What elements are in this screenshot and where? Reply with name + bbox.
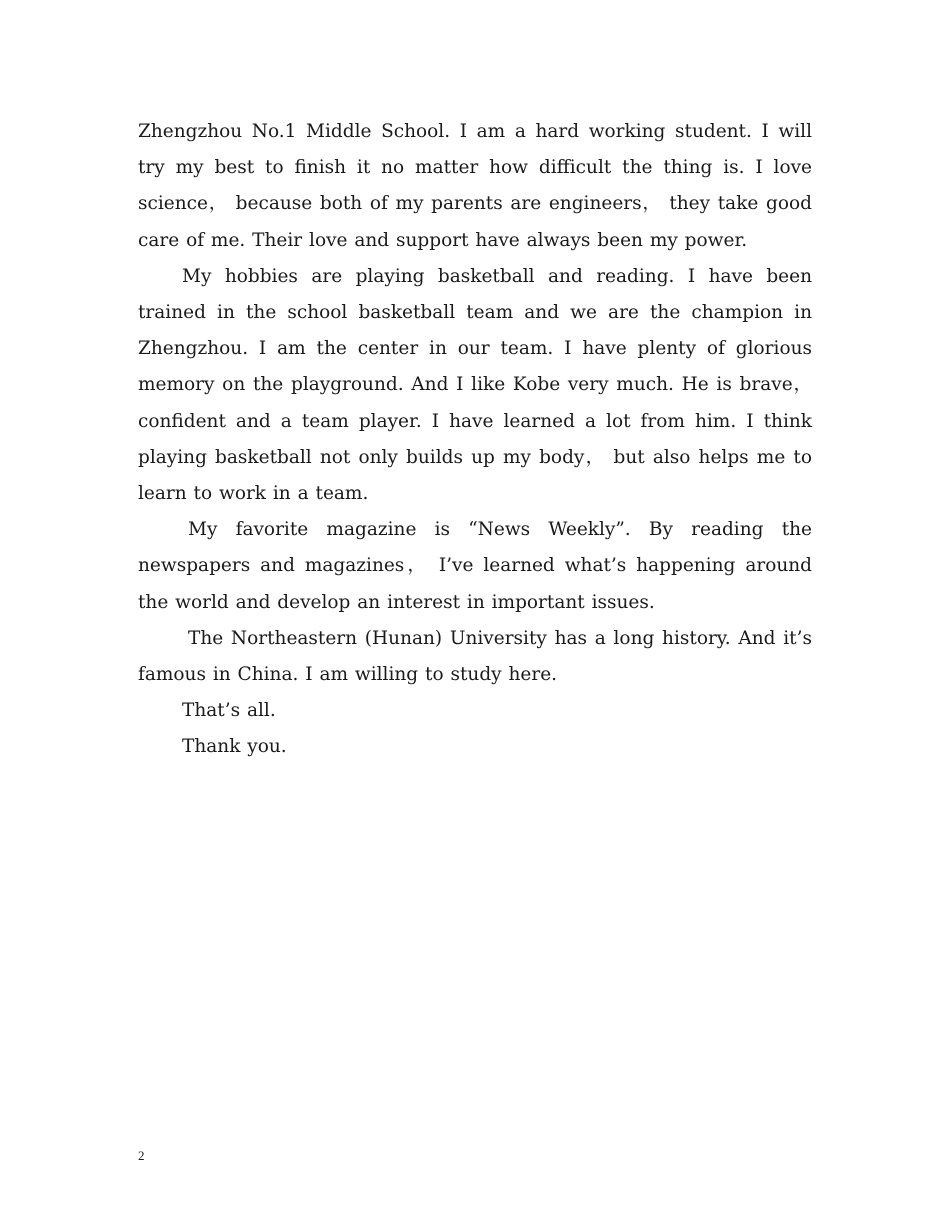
paragraph-thanks: Thank you. (182, 736, 287, 758)
document-body (138, 114, 812, 766)
paragraph-school-intro: Zhengzhou No.1 Middle School. I am a hard working student. I will try my best to finish it no matter how difficult the thing is. I love science， because both of my parents are engineers， they take good care of me. Their love and support have always been my power. (138, 121, 812, 251)
paragraph-magazine: My favorite magazine is “News Weekly”. By reading the newspapers and magazines， I’ve learned what’s happening around the world and develop an interest in important issues. (138, 519, 812, 613)
paragraph-hobbies: My hobbies are playing basketball and reading. I have been trained in the school basketball team and we are the champion in Zhengzhou. I am the center in our team. I have plenty of glorious memory on the playground. And I like Kobe very much. He is brave， confident and a team player. I have learned a lot from him. I think playing basketball not only builds up my body， but also helps me to learn to work in a team. (138, 265, 812, 505)
page-number: 2 (138, 1148, 145, 1163)
paragraph-university: The Northeastern (Hunan) University has a long history. And it’s famous in China. I am willing to study here. (138, 627, 812, 686)
paragraph-closing: That’s all. (182, 700, 276, 722)
